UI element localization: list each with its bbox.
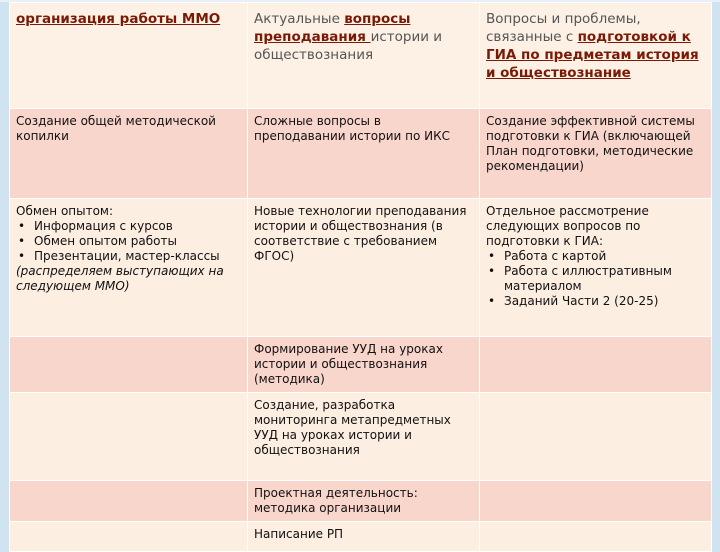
table-row bbox=[10, 199, 712, 337]
table-row bbox=[10, 109, 712, 199]
row5-cell3 bbox=[480, 481, 712, 522]
list-item: • Презентации, мастер-классы bbox=[34, 249, 241, 264]
header-cell-gia bbox=[480, 3, 712, 109]
row5-cell2: Проектная деятельность: методика организации bbox=[248, 481, 480, 522]
row2-cell3 bbox=[480, 199, 712, 337]
row6-cell2: Написание РП bbox=[248, 522, 480, 552]
row2-cell2: Новые технологии преподавания истории и обществознания (в соответствие с требованием ФГОС) bbox=[248, 199, 480, 337]
row4-cell2: Создание, разработка мониторинга метапредметных УУД на уроках истории и обществознания bbox=[248, 393, 480, 481]
row3-cell2: Формирование УУД на уроках истории и обществознания (методика) bbox=[248, 337, 480, 393]
topics-table bbox=[9, 2, 712, 552]
table-row bbox=[10, 337, 712, 393]
list-item: • Заданий Части 2 (20-25) bbox=[504, 294, 705, 309]
row6-cell1 bbox=[10, 522, 248, 552]
table-row bbox=[10, 481, 712, 522]
speakers-note: (распределяем выступающих на следующем ММО) bbox=[16, 264, 224, 293]
list-item: • Работа с иллюстративным материалом bbox=[504, 264, 705, 294]
row6-cell3 bbox=[480, 522, 712, 552]
list-item: • Работа с картой bbox=[504, 249, 705, 264]
row1-cell1: Создание общей методической копилки bbox=[10, 109, 248, 199]
exchange-intro: Обмен опытом: bbox=[16, 204, 114, 218]
header-cell-teaching bbox=[248, 3, 480, 109]
row3-cell1 bbox=[10, 337, 248, 393]
header-gia-prefix: Вопросы и проблемы, связанные с bbox=[486, 11, 641, 45]
row5-cell1 bbox=[10, 481, 248, 522]
list-item: • Обмен опытом работы bbox=[34, 234, 241, 249]
header-cell-mmo bbox=[10, 3, 248, 109]
row1-cell3: Создание эффективной системы подготовки к ГИА (включающей План подготовки, методические рекомендации) bbox=[480, 109, 712, 199]
gia-intro: Отдельное рассмотрение следующих вопросов по подготовки к ГИА: bbox=[486, 204, 649, 248]
table-header-row bbox=[10, 3, 712, 109]
header-teaching-prefix: Актуальные bbox=[254, 11, 345, 27]
row1-cell2: Сложные вопросы в преподавании истории по ИКС bbox=[248, 109, 480, 199]
table-row bbox=[10, 522, 712, 552]
table-row bbox=[10, 393, 712, 481]
row4-cell3 bbox=[480, 393, 712, 481]
header-gia-accent: подготовкой к ГИА по предметам история и обществознание bbox=[486, 29, 699, 81]
header-teaching-accent: вопросы преподавания bbox=[254, 11, 411, 45]
row2-cell1 bbox=[10, 199, 248, 337]
header-teaching-suffix: истории и обществознания bbox=[254, 29, 443, 63]
list-item: • Информация с курсов bbox=[34, 219, 241, 234]
gia-list bbox=[486, 249, 705, 309]
row3-cell3 bbox=[480, 337, 712, 393]
header-mmo-text: организация работы ММО bbox=[16, 11, 221, 27]
exchange-list bbox=[16, 219, 241, 264]
row4-cell1 bbox=[10, 393, 248, 481]
